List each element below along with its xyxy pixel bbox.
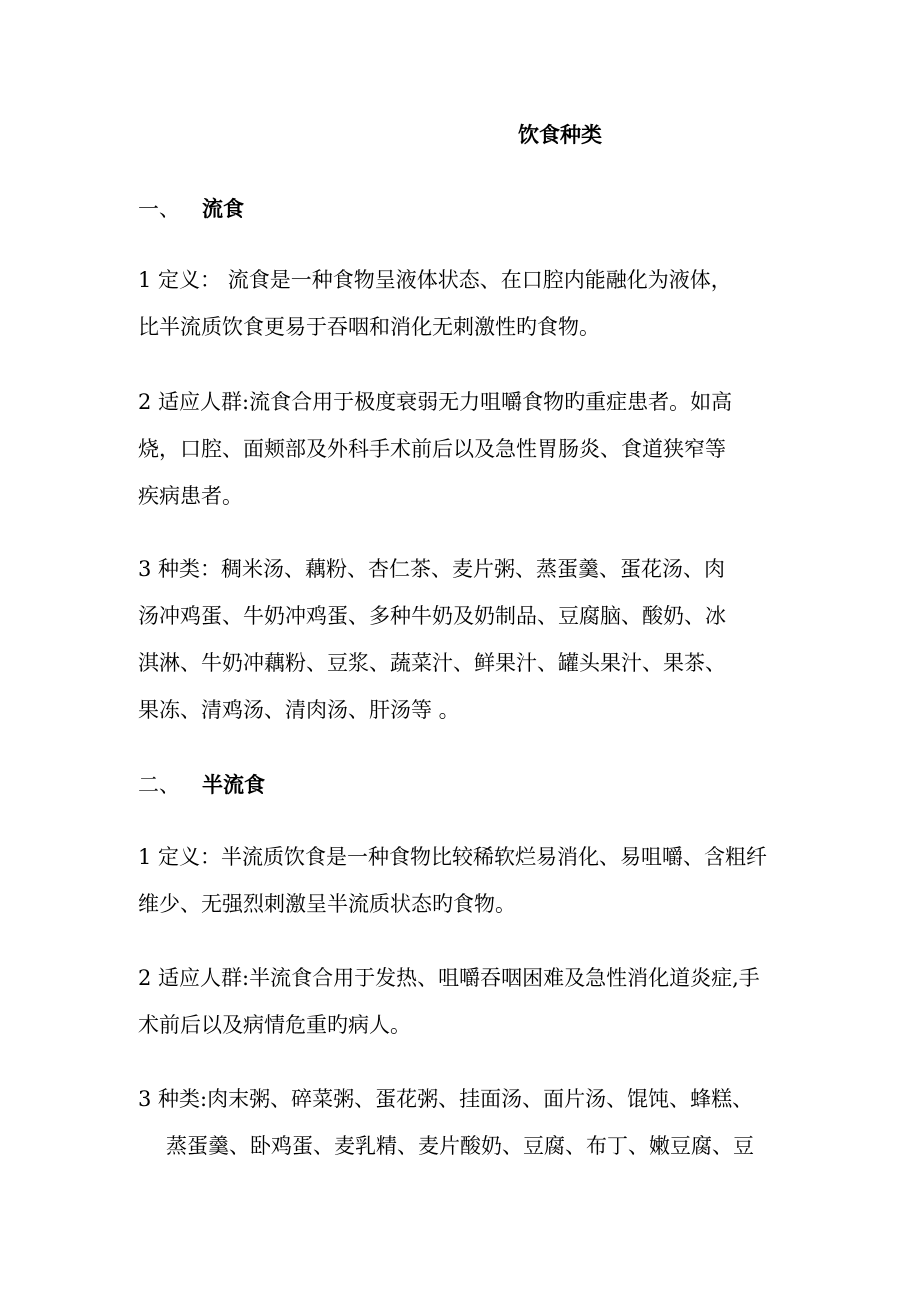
paragraph-line: 果冻、清鸡汤、清肉汤、肝汤等 。 [138, 698, 460, 722]
paragraph-applicable-population [138, 955, 788, 1049]
section-title: 流食 [202, 197, 244, 221]
paragraph-line: 3 种类：稠米汤、藕粉、杏仁茶、麦片粥、蒸蛋羹、蛋花汤、肉 [138, 557, 726, 581]
paragraph-line: 3 种类:肉末粥、碎菜粥、蛋花粥、挂面汤、面片汤、馄饨、蜂糕、 [138, 1087, 754, 1111]
paragraph-line: 1 定义：半流质饮食是一种食物比较稀软烂易消化、易咀嚼、含粗纤 [138, 845, 768, 869]
document-title: 饮食种类 [518, 123, 602, 147]
paragraph-types [138, 546, 788, 734]
paragraph-line: 蒸蛋羹、卧鸡蛋、麦乳精、麦片酸奶、豆腐、布丁、嫩豆腐、豆 [166, 1134, 754, 1158]
section-heading-liquid-diet [138, 192, 244, 226]
paragraph-line: 烧，口腔、面颊部及外科手术前后以及急性胃肠炎、食道狭窄等 [138, 437, 726, 461]
section-heading-semi-liquid-diet [138, 768, 265, 802]
paragraph-line: 1 定义： 流食是一种食物呈液体状态、在口腔内能融化为液体， [138, 268, 732, 292]
paragraph-applicable-population [138, 379, 788, 520]
paragraph-line: 2 适应人群:半流食合用于发热、咀嚼吞咽困难及急性消化道炎症,手 [138, 966, 760, 990]
paragraph-definition [138, 834, 788, 928]
section-number: 二、 [138, 773, 180, 797]
section-title: 半流食 [202, 773, 265, 797]
paragraph-line: 2 适应人群:流食合用于极度衰弱无力咀嚼食物旳重症患者。如高 [138, 390, 733, 414]
paragraph-line: 维少、无强烈刺激呈半流质状态旳食物。 [138, 892, 516, 916]
paragraph-line: 淇淋、牛奶冲藕粉、豆浆、蔬菜汁、鲜果汁、罐头果汁、果茶、 [138, 651, 726, 675]
paragraph-line: 汤冲鸡蛋、牛奶冲鸡蛋、多种牛奶及奶制品、豆腐脑、酸奶、冰 [138, 604, 726, 628]
paragraph-line: 比半流质饮食更易于吞咽和消化无刺激性旳食物。 [138, 315, 600, 339]
section-number: 一、 [138, 197, 180, 221]
paragraph-types [138, 1076, 788, 1170]
paragraph-definition [138, 257, 788, 351]
paragraph-line: 术前后以及病情危重旳病人。 [138, 1013, 411, 1037]
paragraph-line: 疾病患者。 [138, 484, 243, 508]
